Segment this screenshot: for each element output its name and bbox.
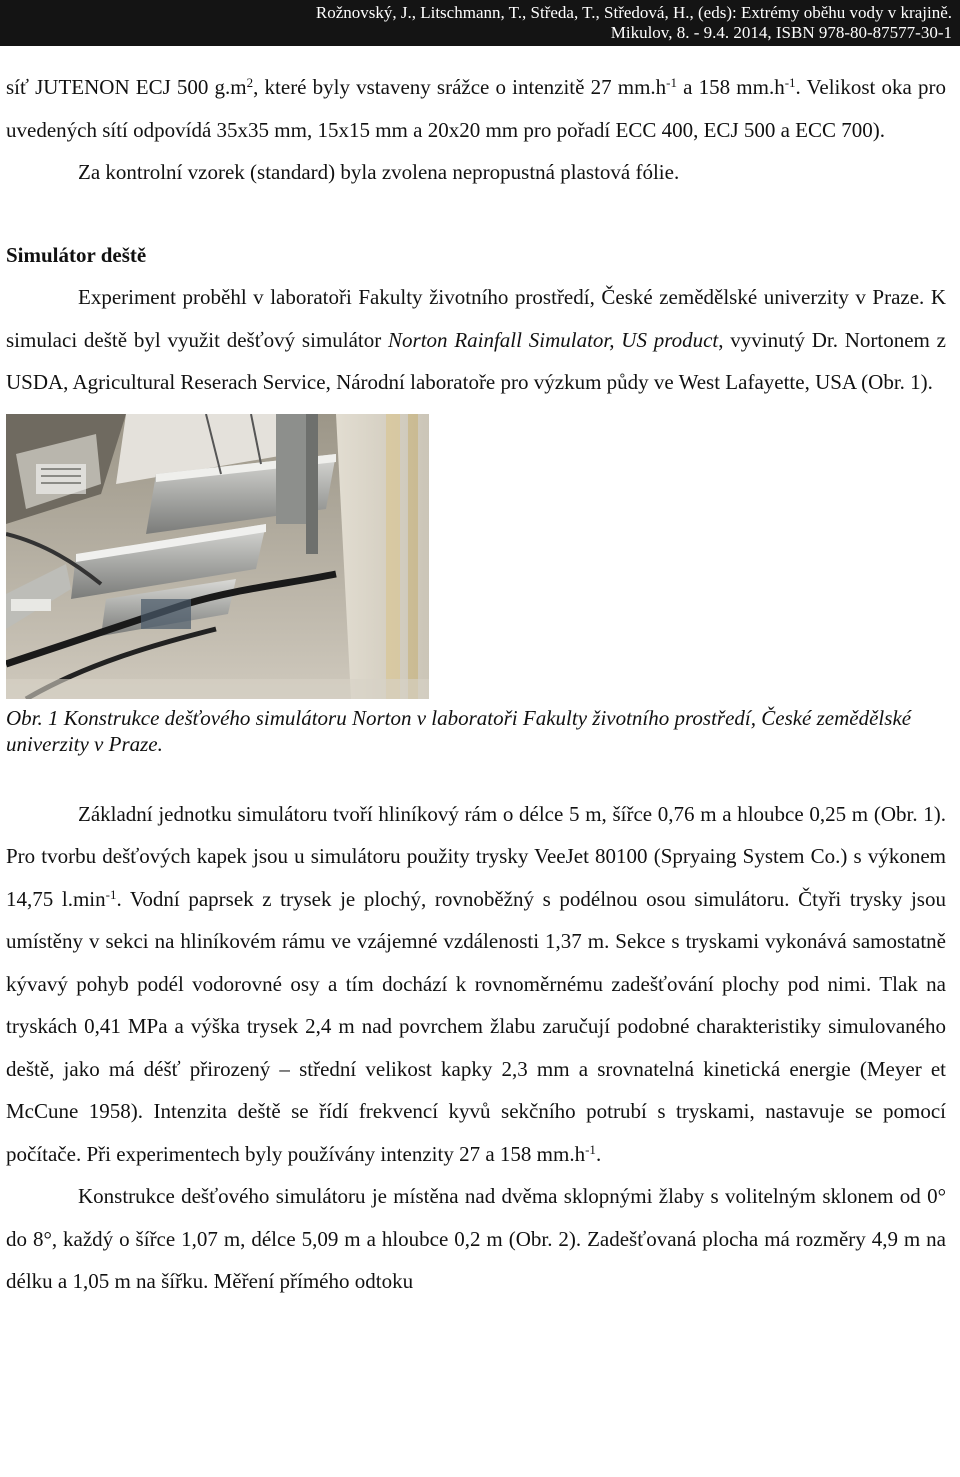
rain-simulator-illustration	[6, 414, 429, 699]
header-authors: Rožnovský, J., Litschmann, T., Středa, T., Středová, H., (eds): Extrémy oběhu vody v krajině.	[315, 3, 952, 22]
page-body	[6, 66, 946, 1303]
paragraph-construction: Konstrukce dešťového simulátoru je místěna nad dvěma sklopnými žlaby s volitelným sklonem od 0° do 8°, každý o šířce 1,07 m, délce 5,09 m a hloubce 0,2 m (Obr. 2). Zadešťovaná plocha má rozměry 4,9 m na délku a 1,05 m na šířku. Měření přímého odtoku	[6, 1184, 946, 1293]
figure-caption: Obr. 1 Konstrukce dešťového simulátoru Norton v laboratoři Fakulty životního prostředí, České zemědělské univerzity v Praze.	[6, 705, 912, 756]
header-conference: Mikulov, 8. - 9.4. 2014, ISBN 978-80-87577-30-1	[610, 23, 952, 42]
paragraph-nets: síť JUTENON ECJ 500 $g.m^2$, které byly vstaveny srážce o intenzitě 27 $mm.h^{-1}$ a 158 $mm.h^{-1}$. Velikost oka pro uvedených sítí odpovídá 35x35 mm, 15x15 mm a 20x20 mm pro pořadí ECC 400, ECJ 500 a ECC 700).	[6, 75, 946, 142]
section-title: Simulátor deště	[6, 242, 147, 267]
paragraph-simulator-unit: Základní jednotku simulátoru tvoří hliníkový rám o délce 5 m, šířce 0,76 m a hloubce 0,25 m (Obr. 1). Pro tvorbu dešťových kapek jsou u simulátoru použity trysky VeeJet 80100 (Spryaing System Co.) s výkonem 14,75 $l.\min^{-1}$. Vodní paprsek z trysek je plochý, rovnoběžný s podélnou osou simulátoru. Čtyři trysky jsou umístěny v sekci na hliníkovém rámu ve vzájemné vzdálenosti 1,37 m. Sekce s tryskami vykonává samostatně kývavý pohyb podél vodorovné osy a tím dochází k rovnoměrnému zadešťování plochy pod nimi. Tlak na tryskách 0,41 MPa a výška trysek 2,4 m nad povrchem žlabu zaručují podobné charakteristiky simulovaného deště, jako má déšť přirozený – střední velikost kapky 2,3 mm a srovnatelná kinetická energie (Meyer et McCune 1958). Intenzita deště se řídí frekvencí kyvů sekčního potrubí s tryskami, nastavuje se pomocí počítače. Při experimentech byly používány intenzity 27 a 158 $mm.h^{-1}$.	[6, 801, 946, 1166]
paragraph-control-sample: Za kontrolní vzorek (standard) byla zvolena nepropustná plastová fólie.	[78, 160, 680, 184]
rain-simulator-photo	[6, 414, 429, 699]
paragraph-experiment: Experiment proběhl v laboratoři Fakulty životního prostředí, České zemědělské univerzity v Praze. K simulaci deště byl využit dešťový simulátor Norton Rainfall Simulator, US product, vyvinutý Dr. Nortonem z USDA, Agricultural Reserach Service, Národní laboratoře pro výzkum půdy ve West Lafayette, USA (Obr. 1).	[6, 285, 946, 394]
page-header	[0, 0, 960, 46]
